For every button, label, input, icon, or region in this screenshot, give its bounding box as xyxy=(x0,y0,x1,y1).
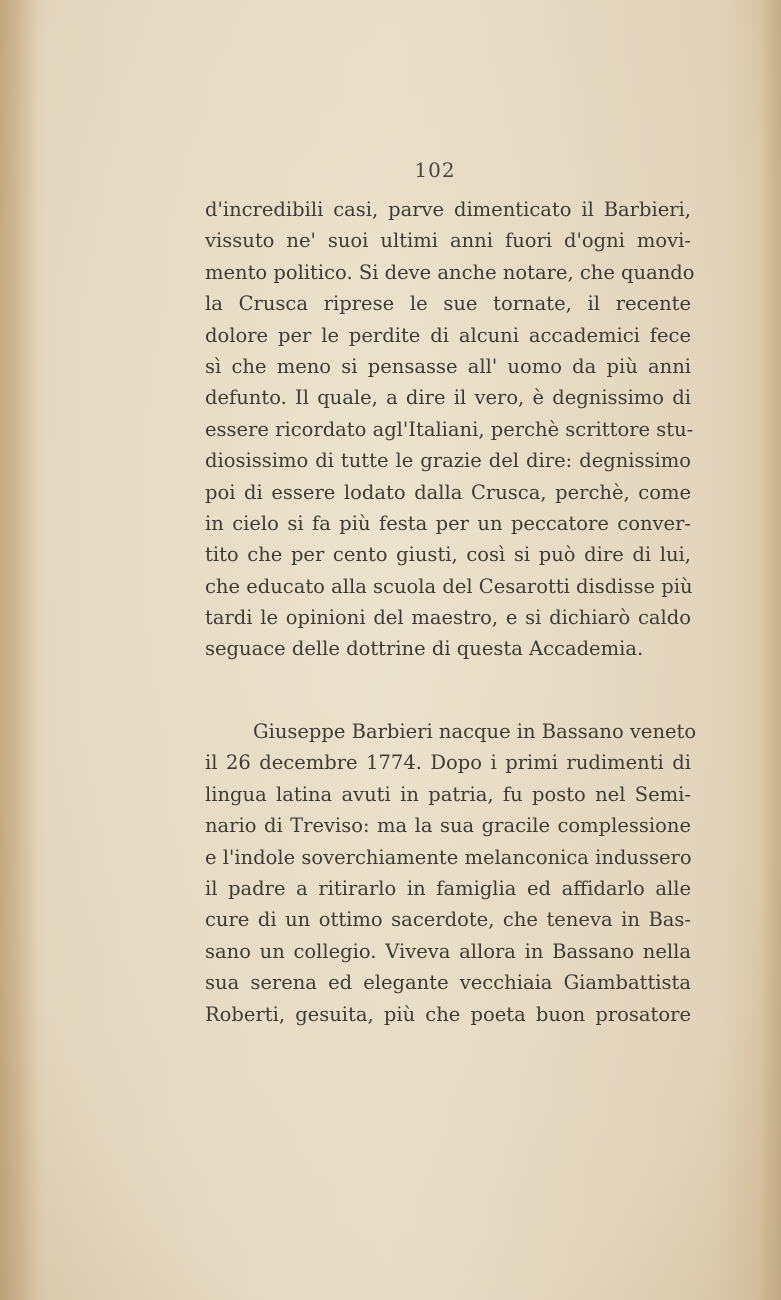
paragraph-2 xyxy=(205,716,697,1030)
text-line: tardi le opinioni del maestro, e si dichiarò caldo xyxy=(205,606,691,630)
text-line: il padre a ritirarlo in famiglia ed affidarlo alle xyxy=(205,876,691,900)
text-line: dolore per le perdite di alcuni accademici fece xyxy=(205,323,691,347)
text-line: tito che per cento giusti, così si può dire di lui, xyxy=(205,543,691,567)
text-line: sua serena ed elegante vecchiaia Giambattista xyxy=(205,971,691,995)
text-line: nario di Treviso: ma la sua gracile complessione xyxy=(205,814,691,838)
text-line: il 26 decembre 1774. Dopo i primi rudimenti di xyxy=(205,751,691,775)
text-line: diosissimo di tutte le grazie del dire: degnissimo xyxy=(205,449,691,473)
text-line: vissuto ne' suoi ultimi anni fuori d'ogni movi- xyxy=(205,229,691,253)
text-line: sì che meno si pensasse all' uomo da più anni xyxy=(205,354,691,378)
text-line: che educato alla scuola del Cesarotti disdisse più xyxy=(205,574,693,598)
text-line: d'incredibili casi, parve dimenticato il Barbieri, xyxy=(205,198,691,221)
text-line: e l'indole soverchiamente melanconica indussero xyxy=(205,845,692,869)
text-line: Giuseppe Barbieri nacque in Bassano veneto xyxy=(253,720,697,743)
text-line: poi di essere lodato dalla Crusca, perchè, come xyxy=(205,480,691,504)
page-number: 102 xyxy=(414,158,456,182)
text-line: Roberti, gesuita, più che poeta buon prosatore xyxy=(205,1002,691,1026)
text-line: lingua latina avuti in patria, fu posto nel Semi- xyxy=(205,782,691,806)
text-line: la Crusca riprese le sue tornate, il recente xyxy=(205,292,691,316)
text-line: essere ricordato agl'Italiani, perchè scrittore stu- xyxy=(205,417,694,441)
text-line: defunto. Il quale, a dire il vero, è degnissimo di xyxy=(205,386,691,410)
text-line: cure di un ottimo sacerdote, che teneva in Bas- xyxy=(205,908,691,932)
paragraph-1 xyxy=(205,194,695,665)
text-line: in cielo si fa più festa per un peccatore conver- xyxy=(205,511,691,535)
text-line: seguace delle dottrine di questa Accademia. xyxy=(205,637,644,661)
text-line: mento politico. Si deve anche notare, che quando xyxy=(205,260,695,284)
text-line: sano un collegio. Viveva allora in Bassano nella xyxy=(205,939,691,963)
